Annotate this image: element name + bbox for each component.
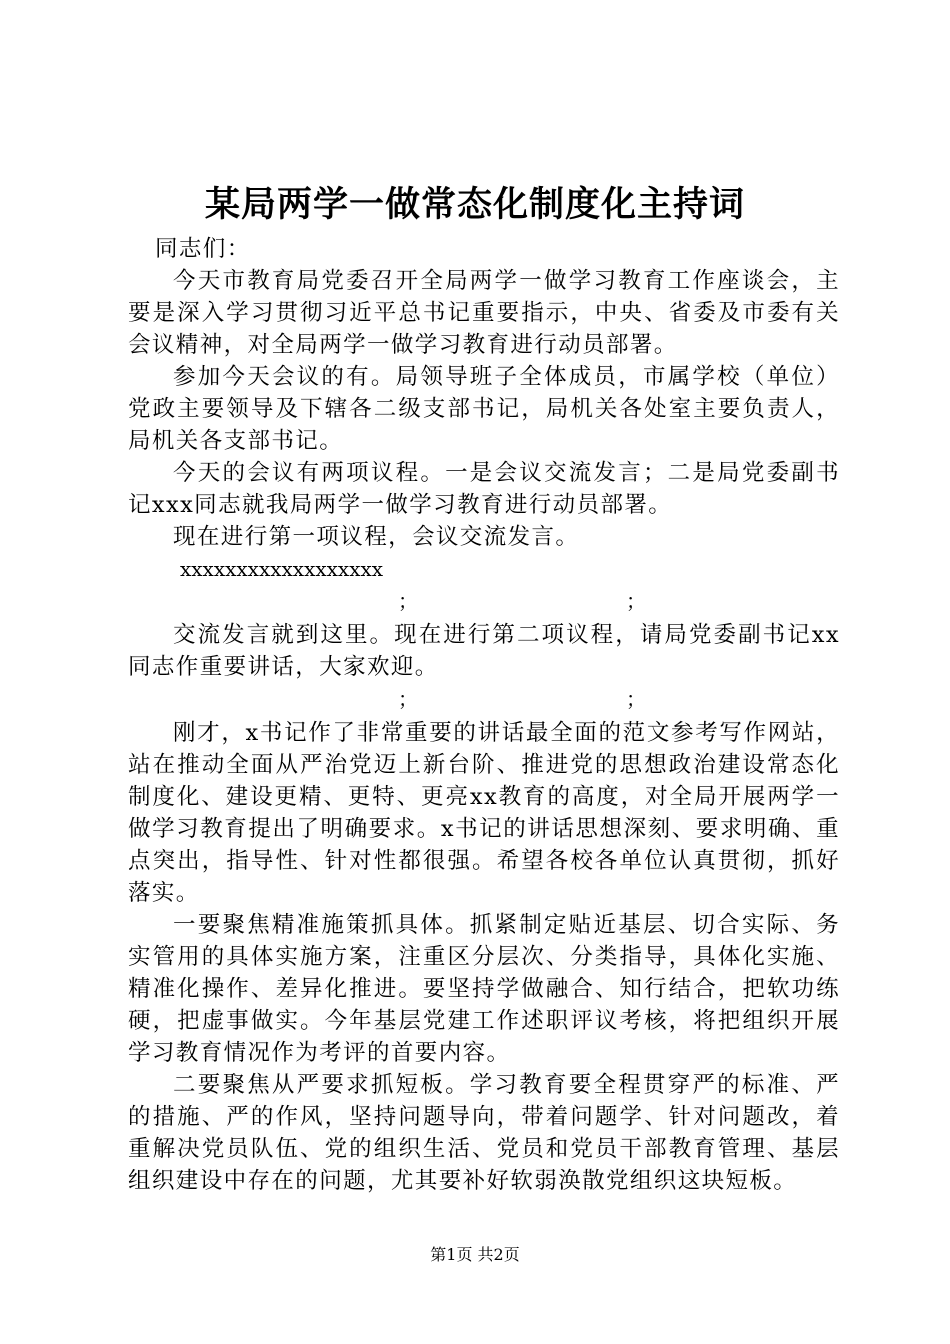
paragraph-opening: 今天市教育局党委召开全局两学一做学习教育工作座谈会，主要是深入学习贯彻习近平总书记重要指示，中央、省委及市委有关会议精神，对全局两学一做学习教育进行动员部署。: [128, 268, 840, 358]
paragraph-first-item: 现在进行第一项议程，会议交流发言。: [173, 524, 580, 550]
semicolon-mark: ；: [398, 589, 418, 613]
paragraph-second-item: 交流发言就到这里。现在进行第二项议程，请局党委副书记xx同志作重要讲话，大家欢迎。: [128, 622, 840, 680]
document-body: [128, 233, 840, 1197]
paragraph-point-one: 一要聚焦精准施策抓具体。抓紧制定贴近基层、切合实际、务实管用的具体实施方案，注重区分层次、分类指导，具体化实施、精准化操作、差异化推进。要坚持学做融合、知行结合，把软功练硬，把虚事做实。今年基层党建工作述职评议考核，将把组织开展学习教育情况作为考评的首要内容。: [128, 912, 840, 1066]
salutation: 同志们：: [155, 236, 251, 262]
semicolon-row-1: [128, 585, 840, 619]
document-title: 某局两学一做常态化制度化主持词: [204, 184, 745, 225]
paragraph-point-two: 二要聚焦从严要求抓短板。学习教育要全程贯穿严的标准、严的措施、严的作风，坚持问题导向，带着问题学、针对问题改，着重解决党员队伍、党的组织生活、党员和党员干部教育管理、基层组织建设中存在的问题，尤其要补好软弱涣散党组织这块短板。: [128, 1072, 840, 1194]
semicolon-mark: ；: [626, 589, 646, 613]
paragraph-agenda: 今天的会议有两项议程。一是会议交流发言；二是局党委副书记xxx同志就我局两学一做学习教育进行动员部署。: [128, 460, 840, 518]
semicolon-mark: ；: [626, 687, 646, 711]
page-footer: 第1页 共2页: [430, 1245, 520, 1264]
semicolon-row-2: [128, 683, 840, 717]
paragraph-summary: 刚才，x书记作了非常重要的讲话最全面的范文参考写作网站，站在推动全面从严治党迈上新台阶、推进党的思想政治建设常态化制度化、建设更精、更特、更亮xx教育的高度，对全局开展两学一做学习教育提出了明确要求。x书记的讲话思想深刻、要求明确、重点突出，指导性、针对性都很强。希望各校各单位认真贯彻，抓好落实。: [128, 720, 840, 906]
semicolon-mark: ；: [398, 687, 418, 711]
paragraph-attendees: 参加今天会议的有。局领导班子全体成员，市属学校（单位）党政主要领导及下辖各二级支部书记，局机关各处室主要负责人，局机关各支部书记。: [128, 364, 840, 454]
placeholder-line: xxxxxxxxxxxxxxxxxx: [180, 557, 384, 581]
